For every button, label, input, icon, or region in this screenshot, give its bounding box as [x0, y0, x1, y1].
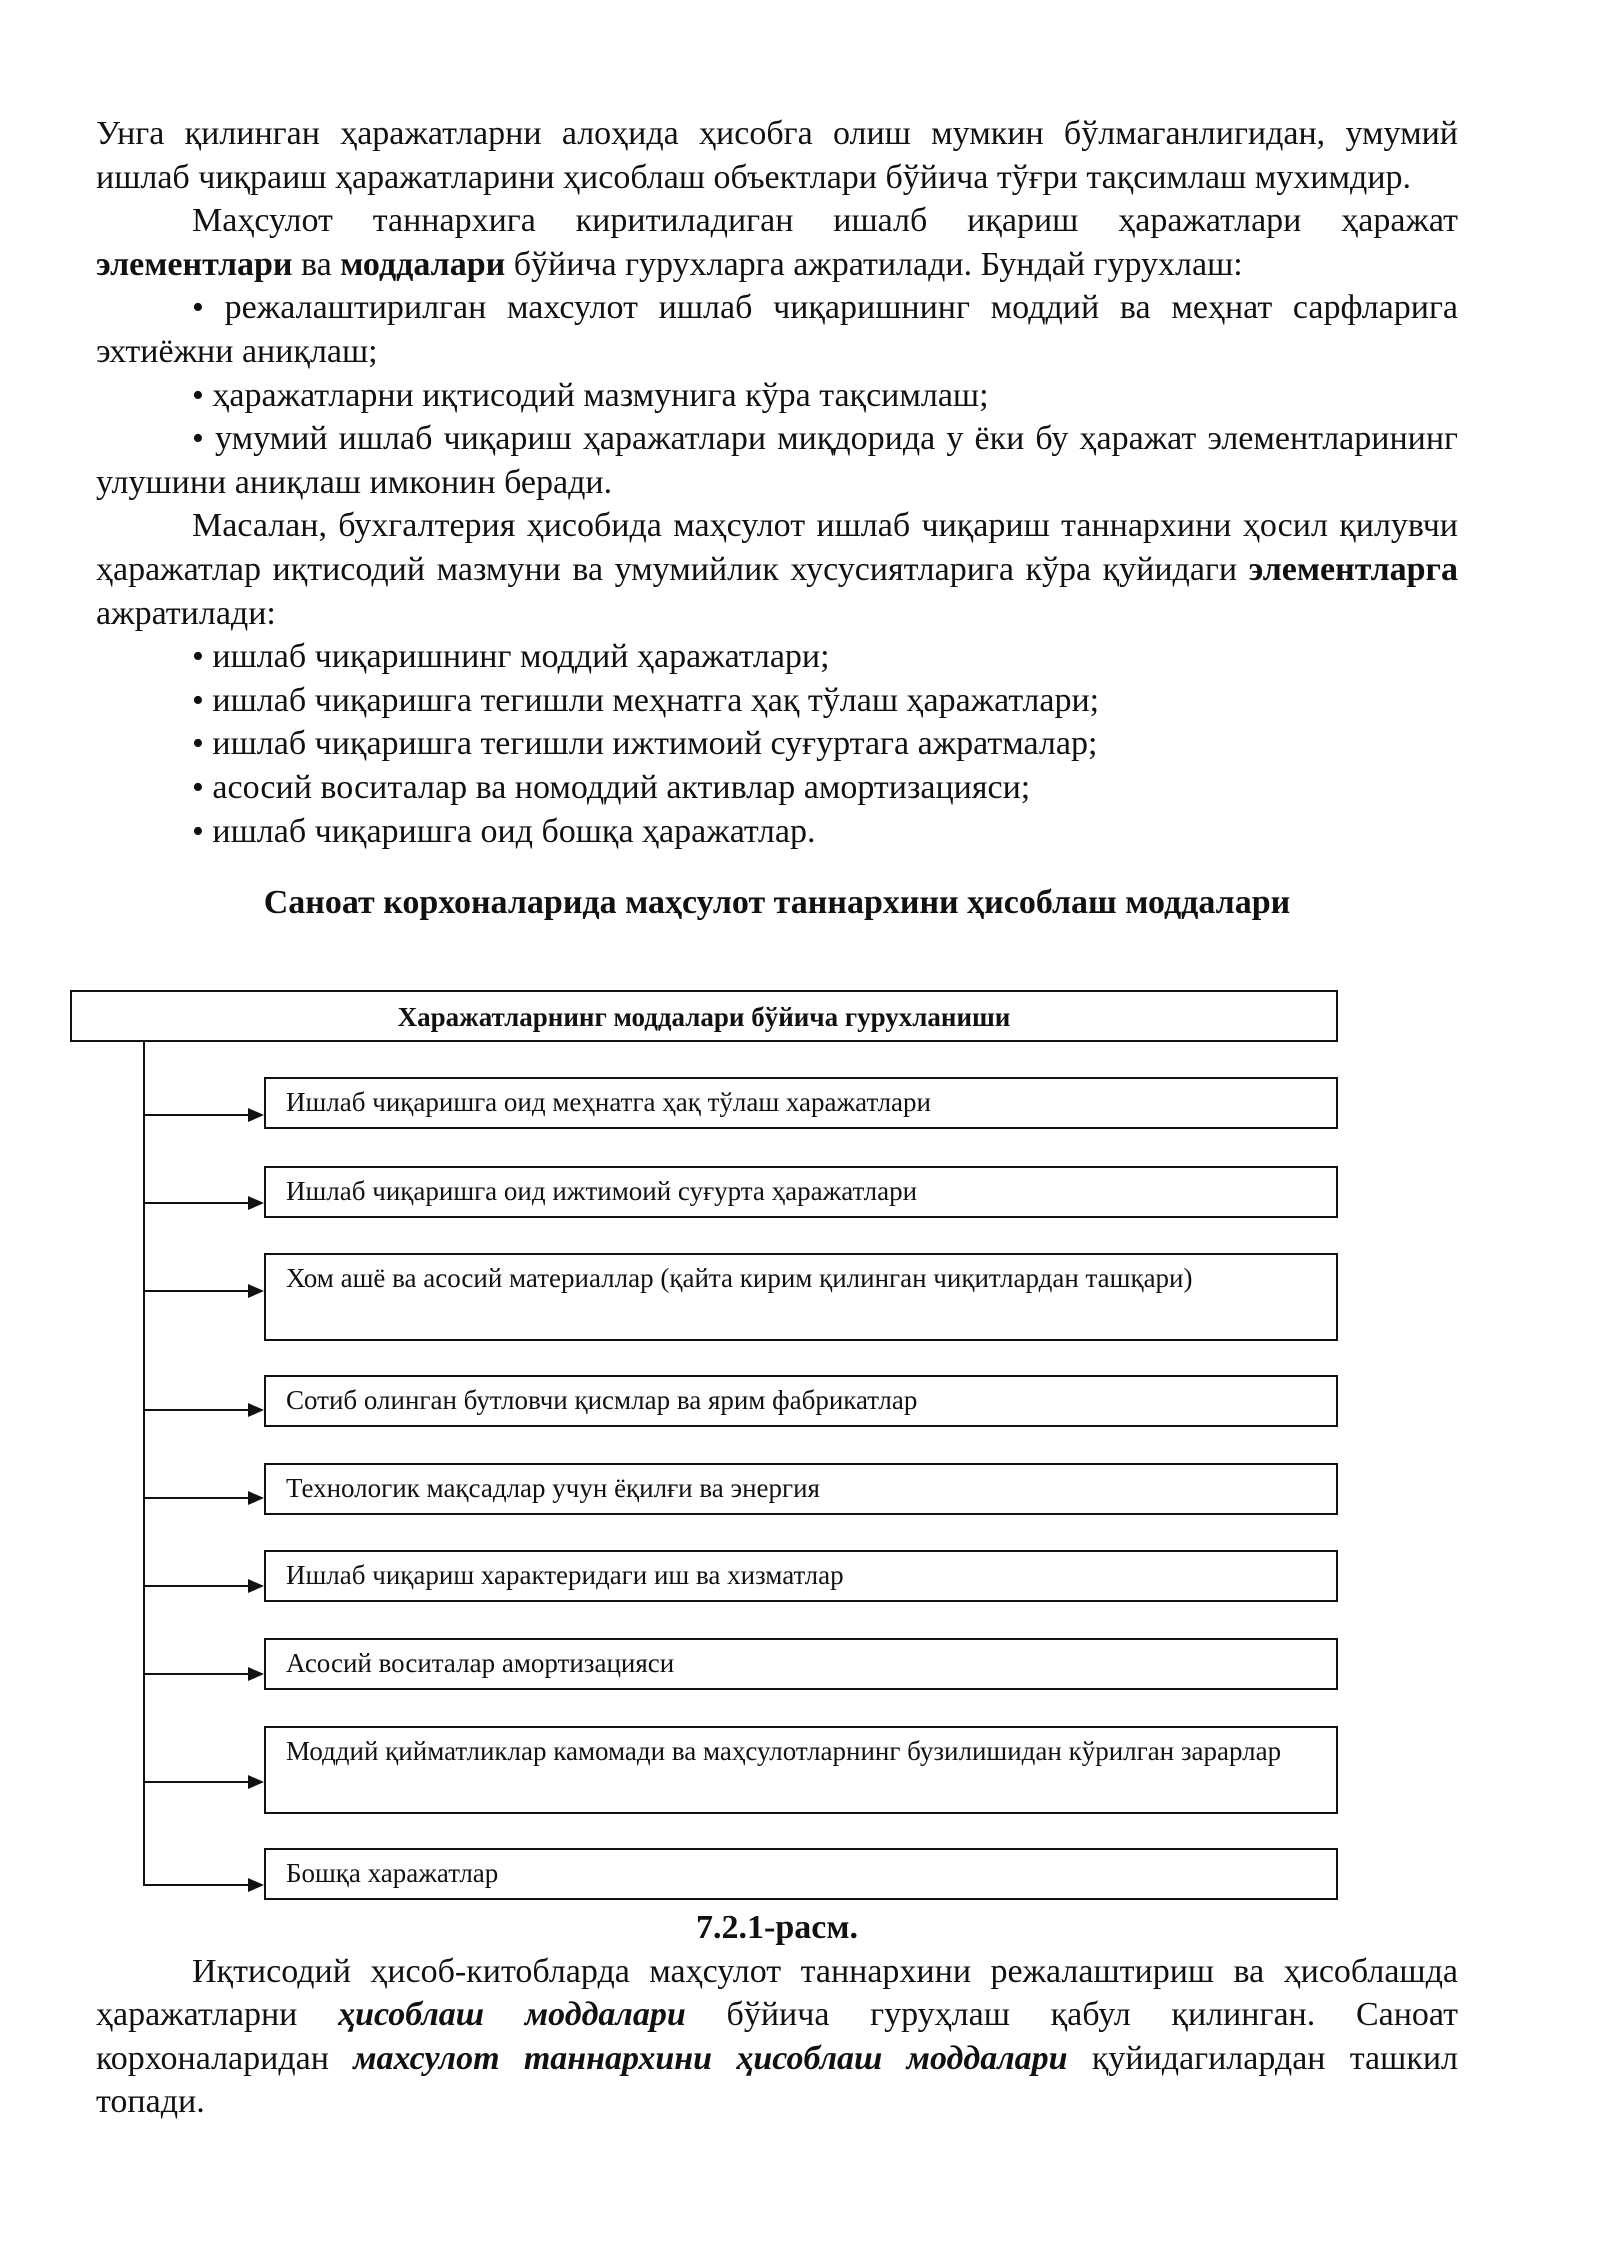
diagram-item-other-costs: Бошқа харажатлар: [264, 1848, 1338, 1900]
diagram-connector: [145, 1114, 252, 1116]
document-body-continued: [96, 1906, 1458, 2124]
diagram-connector: [145, 1673, 252, 1675]
arrow-right-icon: [248, 1403, 264, 1417]
bold-term-articles: моддалари: [340, 245, 506, 283]
diagram-item-labor: Ишлаб чиқаришга оид меҳнатга ҳақ тўлаш харажатлари: [264, 1077, 1338, 1129]
diagram-connector: [145, 1290, 252, 1292]
diagram-connector: [145, 1585, 252, 1587]
diagram-item-social-insurance: Ишлаб чиқаришга оид ижтимоий суғурта ҳаражатлари: [264, 1166, 1338, 1218]
bullet-item: • умумий ишлаб чиқариш ҳаражатлари миқдорида у ёки бу ҳаражат элементларининг улушини аниқлаш имконин беради.: [96, 420, 1458, 501]
arrow-right-icon: [248, 1878, 264, 1892]
bold-term-elements: элементлари: [96, 245, 293, 283]
element-item: • ишлаб чиқаришга тегишли меҳнатга ҳақ тўлаш ҳаражатлари;: [192, 681, 1100, 719]
bold-term-elements: элементларга: [1248, 550, 1458, 588]
diagram-connector: [145, 1409, 252, 1411]
bullet-item: • режалаштирилган махсулот ишлаб чиқаришнинг моддий ва меҳнат сарфларига эхтиёжни аниқлаш;: [96, 289, 1458, 370]
paragraph-grouping: [96, 199, 1458, 286]
diagram-item-industrial-services: Ишлаб чиқариш характеридаги иш ва хизматлар: [264, 1550, 1338, 1602]
element-item: • ишлаб чиқаришнинг моддий ҳаражатлари;: [192, 638, 830, 676]
arrow-right-icon: [248, 1108, 264, 1122]
diagram-root-box: Харажатларнинг моддалари бўйича гурухланиши: [70, 990, 1338, 1042]
diagram-connector: [145, 1202, 252, 1204]
bullet-item: • ҳаражатларни иқтисодий мазмунига кўра тақсимлаш;: [192, 376, 989, 414]
arrow-right-icon: [248, 1775, 264, 1789]
text-run: қуйидагилардан ташкил топади.: [96, 2039, 1458, 2121]
arrow-right-icon: [248, 1667, 264, 1681]
text-run: бўйича гуруҳлаш қабул қилинган. Саноат корхоналаридан: [96, 1996, 1458, 2077]
diagram-connector: [145, 1497, 252, 1499]
arrow-right-icon: [248, 1579, 264, 1593]
diagram-connector: [145, 1884, 252, 1886]
arrow-right-icon: [248, 1491, 264, 1505]
diagram-item-raw-materials: Хом ашё ва асосий материаллар (қайта кирим қилинган чиқитлардан ташқари): [264, 1253, 1338, 1341]
diagram-item-purchased-parts: Сотиб олинган бутловчи қисмлар ва ярим фабрикатлар: [264, 1375, 1338, 1427]
section-heading: Саноат корхоналарида маҳсулот таннархини ҳисоблаш моддалари: [263, 884, 1291, 922]
element-item: • ишлаб чиқаришга оид бошқа ҳаражатлар.: [192, 812, 816, 850]
text-run: ва: [292, 245, 341, 283]
diagram-item-fuel-energy: Технологик мақсадлар учун ёқилғи ва энергия: [264, 1463, 1338, 1515]
text-run: бўйича гурухларга ажратилади. Бундай гурухлаш:: [505, 245, 1243, 283]
diagram-item-shortage-losses: Моддий қийматликлар камомади ва маҳсулотларнинг бузилишидан кўрилган зарарлар: [264, 1726, 1338, 1814]
diagram-connector-vertical: [143, 1042, 145, 1886]
diagram-item-depreciation: Асосий воситалар амортизацияси: [264, 1638, 1338, 1690]
element-item: • асосий воситалар ва номоддий активлар амортизацияси;: [192, 768, 1031, 806]
arrow-right-icon: [248, 1196, 264, 1210]
text-run: Масалан, бухгалтерия ҳисобида маҳсулот ишлаб чиқариш таннархини ҳосил қилувчи ҳаражатлар иқтисодий мазмуни ва умумийлик хусусиятларига кўра қуйидаги: [96, 507, 1458, 588]
diagram-connector: [145, 1781, 252, 1783]
bold-italic-term: ҳисоблаш моддалари: [338, 1996, 686, 2034]
arrow-right-icon: [248, 1284, 264, 1298]
bold-italic-term: махсулот таннархини ҳисоблаш моддалари: [353, 2039, 1068, 2077]
element-item: • ишлаб чиқаришга тегишли ижтимоий суғуртага ажратмалар;: [192, 725, 1098, 763]
text-run: Иқтисодий ҳисоб-китобларда маҳсулот таннархини режалаштириш ва ҳисоблашда ҳаражатларни: [96, 1952, 1458, 2034]
document-body: [96, 112, 1458, 925]
text-run: Маҳсулот таннархига киритиладиган ишалб иқариш ҳаражатлари ҳаражат: [192, 202, 1458, 240]
paragraph-intro: Унга қилинган ҳаражатларни алоҳида ҳисобга олиш мумкин бўлмаганлигидан, умумий ишлаб чиқраиш ҳаражатларини ҳисоблаш объектлари бўйича тўғри тақсимлаш мухимдир.: [96, 115, 1458, 196]
figure-caption: 7.2.1-расм.: [696, 1909, 858, 1946]
text-run: ажратилади:: [96, 594, 276, 632]
paragraph-closing: [96, 1950, 1458, 2124]
paragraph-example: [96, 504, 1458, 635]
